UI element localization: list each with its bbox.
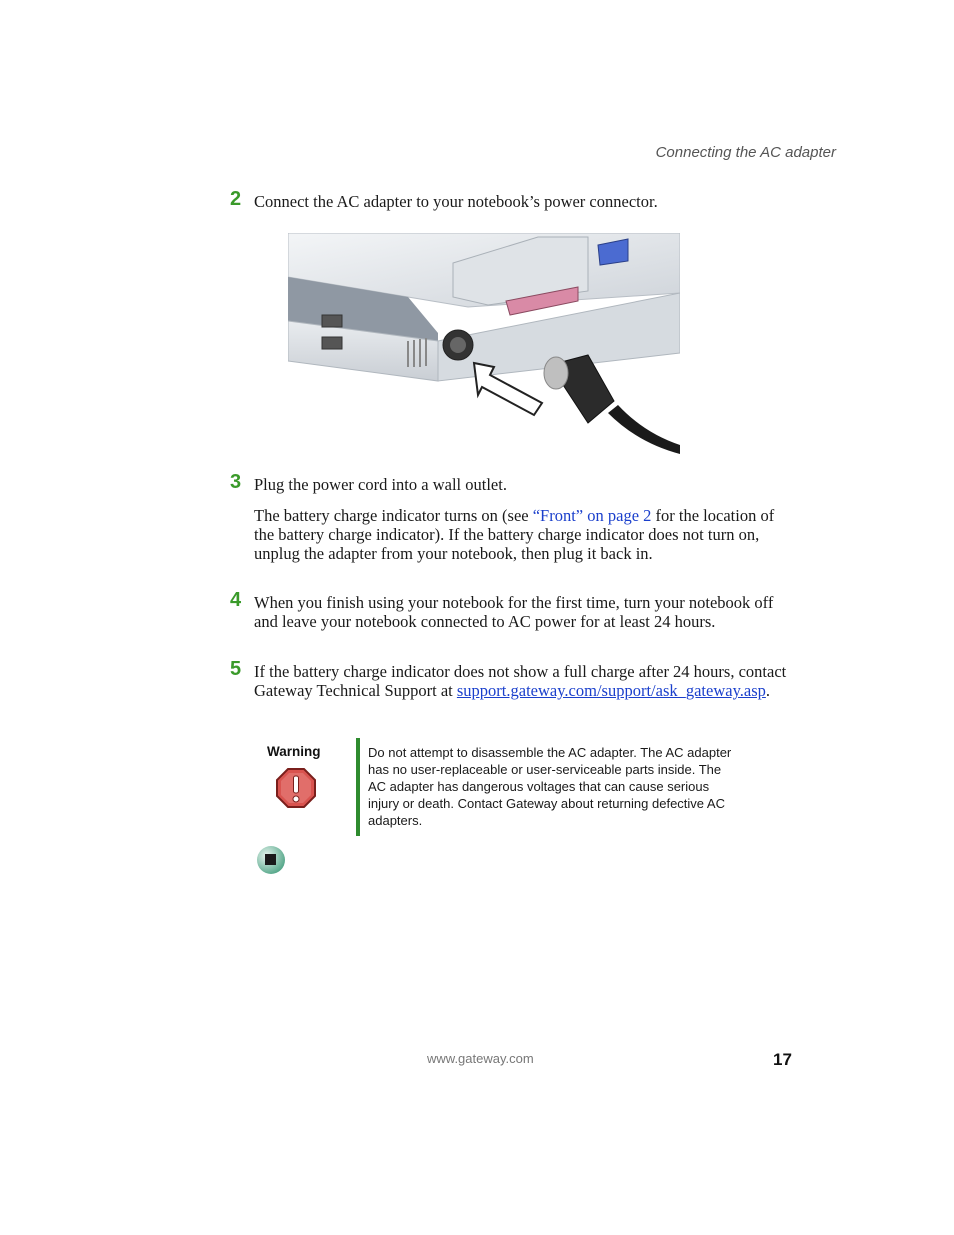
step-5-text	[254, 662, 794, 700]
step-3-paragraph-before: The battery charge indicator turns on (see	[254, 506, 533, 525]
warning-divider-bar	[356, 738, 360, 836]
step-3-paragraph-after: for the location of the battery charge indicator). If the battery charge indicator does not turn on, unplug the adapter from your notebook, then plug it back in.	[254, 506, 775, 563]
step-4-text: When you finish using your notebook for the first time, turn your notebook off and leave your notebook connected to AC power for at least 24 hours.	[254, 593, 774, 631]
warning-octagon-icon	[275, 767, 317, 809]
step-number-4: 4	[230, 589, 242, 611]
page-number: 17	[773, 1050, 792, 1069]
step-number-5: 5	[230, 658, 242, 680]
end-of-section-icon	[256, 845, 286, 875]
footer-url: www.gateway.com	[427, 1051, 534, 1066]
step-number-3: 3	[230, 471, 242, 493]
step-5-text-before: If the battery charge indicator does not show a full charge after 24 hours, contact Gateway Technical Support at	[254, 662, 787, 700]
running-head: Connecting the AC adapter	[655, 144, 836, 161]
step-3-paragraph	[254, 506, 794, 563]
warning-text: Do not attempt to disassemble the AC adapter. The AC adapter has no user-replaceable or user-serviceable parts inside. The AC adapter has dangerous voltages that can cause serious injury or death. Contact Gateway about returning defective AC adapters.	[368, 745, 732, 828]
warning-label: Warning	[267, 744, 321, 759]
support-url-link[interactable]: support.gateway.com/support/ask_gateway.asp	[456, 681, 766, 700]
step-2-text: Connect the AC adapter to your notebook’s power connector.	[254, 192, 658, 211]
step-number-2: 2	[230, 188, 242, 210]
step-5-text-after: .	[765, 681, 771, 700]
ac-adapter-connection-illustration	[288, 233, 680, 454]
front-page-link[interactable]: “Front” on page 2	[532, 506, 652, 525]
step-3-text: Plug the power cord into a wall outlet.	[254, 475, 507, 494]
